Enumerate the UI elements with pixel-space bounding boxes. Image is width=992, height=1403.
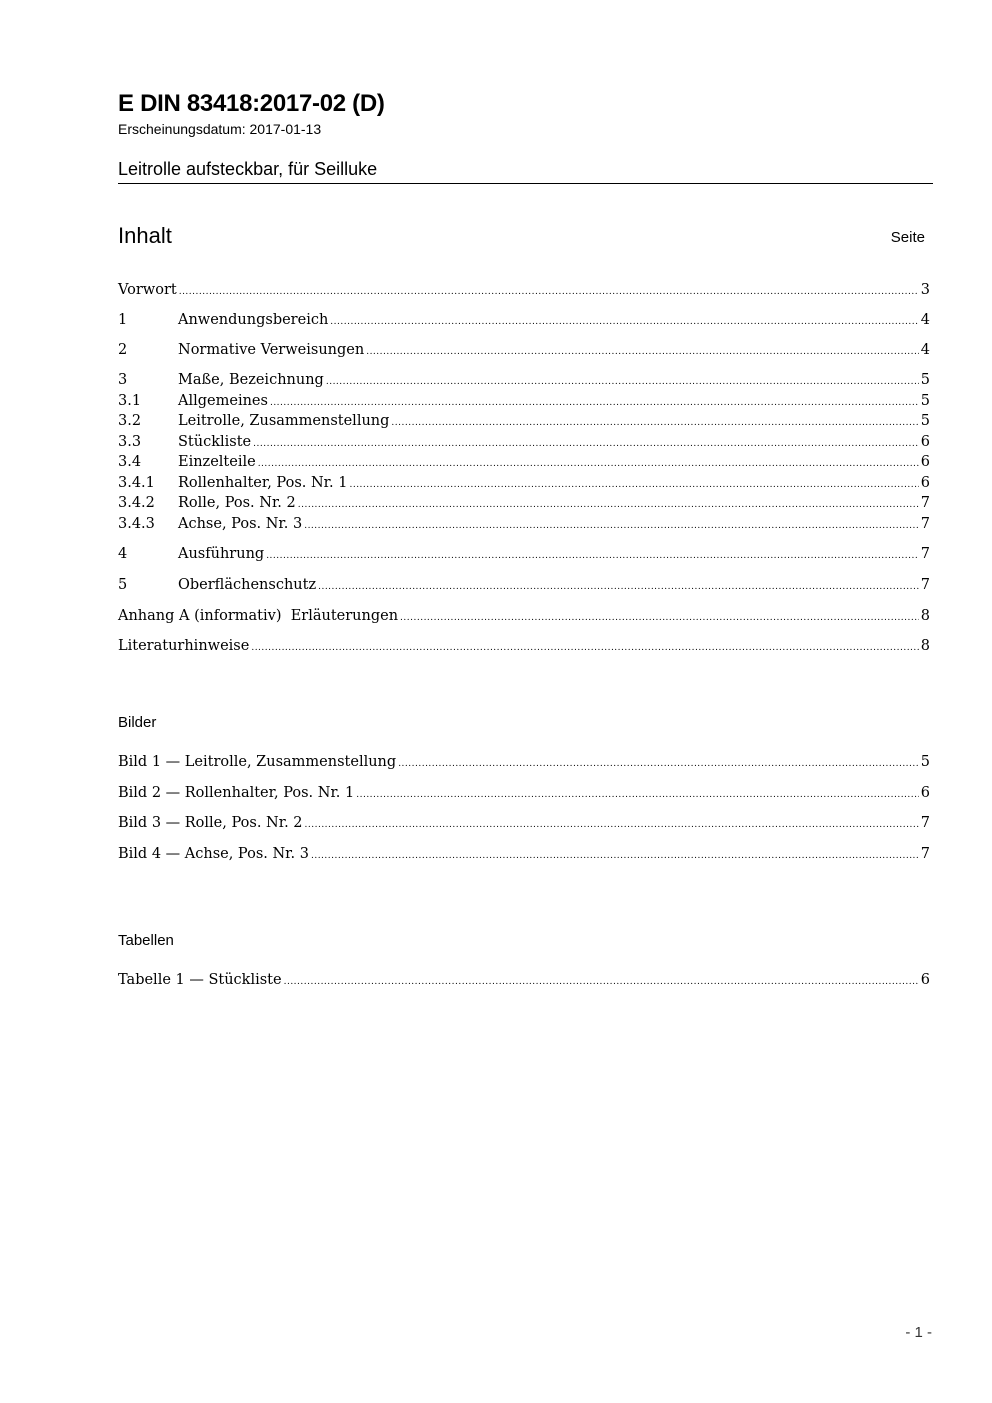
toc-entry-number: 3.2 — [118, 413, 142, 429]
toc-entry-number: 3.1 — [118, 393, 142, 409]
toc-entry-page: 5 — [920, 372, 930, 388]
toc-entry-number: 5 — [118, 577, 128, 593]
leader-dots — [349, 473, 918, 495]
document-id: E DIN 83418:2017-02 (D) — [118, 90, 385, 117]
toc-entry-page: 6 — [920, 475, 930, 491]
toc-entry-number: 3.4.2 — [118, 495, 155, 511]
leader-dots — [366, 340, 919, 362]
toc-entry-number: 2 — [118, 342, 128, 358]
toc-entry-page: 7 — [920, 495, 930, 511]
figure-entry-label: Bild 1 — Leitrolle, Zusammenstellung — [118, 754, 397, 770]
table-entry-label: Tabelle 1 — Stückliste — [118, 972, 282, 988]
toc-entry-page: 7 — [920, 546, 930, 562]
toc-entry-label: Anhang A (informativ) Erläuterungen — [118, 608, 399, 624]
figure-entry-1[interactable] — [118, 752, 930, 772]
toc-entry-3-4-1[interactable] — [118, 473, 930, 493]
toc-entry-page: 6 — [920, 434, 930, 450]
leader-dots — [253, 432, 919, 454]
leader-dots — [298, 493, 919, 515]
toc-entry-number: 4 — [118, 546, 128, 562]
toc-entry-label: Leitrolle, Zusammenstellung — [178, 413, 390, 429]
toc-entry-label: Rollenhalter, Pos. Nr. 1 — [178, 475, 348, 491]
toc-entry-label: Allgemeines — [178, 393, 268, 409]
toc-entry-5[interactable] — [118, 575, 930, 595]
toc-entry-page: 5 — [920, 413, 930, 429]
toc-entry-number: 3.4.3 — [118, 516, 155, 532]
figure-entry-2[interactable] — [118, 783, 930, 803]
toc-entry-label: Oberflächenschutz — [178, 577, 317, 593]
toc-entry-1[interactable] — [118, 310, 930, 330]
toc-entry-3[interactable] — [118, 370, 930, 390]
toc-entry-number: 3.4 — [118, 454, 142, 470]
figure-entry-page: 7 — [920, 846, 930, 862]
figure-entry-page: 5 — [920, 754, 930, 770]
toc-entry-label: Einzelteile — [178, 454, 256, 470]
toc-entry-3-4-3[interactable] — [118, 514, 930, 534]
leader-dots — [266, 544, 919, 566]
leader-dots — [318, 575, 919, 597]
document-title: Leitrolle aufsteckbar, für Seilluke — [118, 159, 378, 179]
publication-date: Erscheinungsdatum: 2017-01-13 — [118, 121, 322, 137]
toc-entry-page: 4 — [920, 312, 930, 328]
toc-entry-2[interactable] — [118, 340, 930, 360]
leader-dots — [326, 370, 919, 392]
toc-entry-page: 7 — [920, 516, 930, 532]
figure-entry-3[interactable] — [118, 813, 930, 833]
leader-dots — [330, 310, 918, 332]
leader-dots — [179, 280, 919, 302]
figure-entry-label: Bild 3 — Rolle, Pos. Nr. 2 — [118, 815, 303, 831]
toc-entry-number: 3 — [118, 372, 128, 388]
leader-dots — [398, 752, 919, 774]
leader-dots — [270, 391, 919, 413]
toc-entry-number: 1 — [118, 312, 128, 328]
leader-dots — [258, 452, 919, 474]
page-number: - 1 - — [905, 1324, 932, 1341]
toc-entry-number: 3.3 — [118, 434, 142, 450]
table-entry-page: 6 — [920, 972, 930, 988]
toc-heading: Inhalt — [118, 223, 172, 248]
tables-heading: Tabellen — [118, 932, 174, 949]
toc-entry-4[interactable] — [118, 544, 930, 564]
leader-dots — [251, 636, 918, 658]
figure-entry-page: 7 — [920, 815, 930, 831]
toc-entry-page: 5 — [920, 393, 930, 409]
leader-dots — [284, 970, 919, 992]
toc-entry-number: 3.4.1 — [118, 475, 155, 491]
toc-entry-label: Anwendungsbereich — [178, 312, 329, 328]
title-divider — [118, 183, 933, 184]
toc-entry-vorwort[interactable] — [118, 280, 930, 300]
figure-entry-page: 6 — [920, 785, 930, 801]
toc-entry-label: Normative Verweisungen — [178, 342, 365, 358]
leader-dots — [305, 813, 919, 835]
toc-entry-page: 8 — [920, 638, 930, 654]
toc-page-column-label: Seite — [890, 229, 925, 246]
leader-dots — [391, 411, 918, 433]
figure-entry-label: Bild 2 — Rollenhalter, Pos. Nr. 1 — [118, 785, 355, 801]
toc-entry-page: 7 — [920, 577, 930, 593]
toc-entry-page: 3 — [920, 282, 930, 298]
toc-entry-label: Achse, Pos. Nr. 3 — [178, 516, 303, 532]
figure-entry-4[interactable] — [118, 844, 930, 864]
toc-entry-label: Rolle, Pos. Nr. 2 — [178, 495, 296, 511]
toc-entry-literaturhinweise[interactable] — [118, 636, 930, 656]
toc-entry-3-2[interactable] — [118, 411, 930, 431]
leader-dots — [304, 514, 919, 536]
toc-entry-page: 4 — [920, 342, 930, 358]
leader-dots — [400, 606, 919, 628]
toc-entry-3-4-2[interactable] — [118, 493, 930, 513]
toc-entry-label: Ausführung — [178, 546, 265, 562]
toc-entry-3-4[interactable] — [118, 452, 930, 472]
toc-entry-label: Literaturhinweise — [118, 638, 250, 654]
figure-entry-label: Bild 4 — Achse, Pos. Nr. 3 — [118, 846, 309, 862]
toc-entry-page: 8 — [920, 608, 930, 624]
toc-entry-label: Maße, Bezeichnung — [178, 372, 324, 388]
toc-entry-anhang-a[interactable] — [118, 606, 930, 626]
toc-entry-3-3[interactable] — [118, 432, 930, 452]
leader-dots — [311, 844, 919, 866]
toc-entry-label: Stückliste — [178, 434, 252, 450]
table-entry-1[interactable] — [118, 970, 930, 990]
toc-entry-label: Vorwort — [118, 282, 177, 298]
figures-heading: Bilder — [118, 714, 157, 731]
toc-entry-3-1[interactable] — [118, 391, 930, 411]
toc-entry-page: 6 — [920, 454, 930, 470]
leader-dots — [356, 783, 919, 805]
